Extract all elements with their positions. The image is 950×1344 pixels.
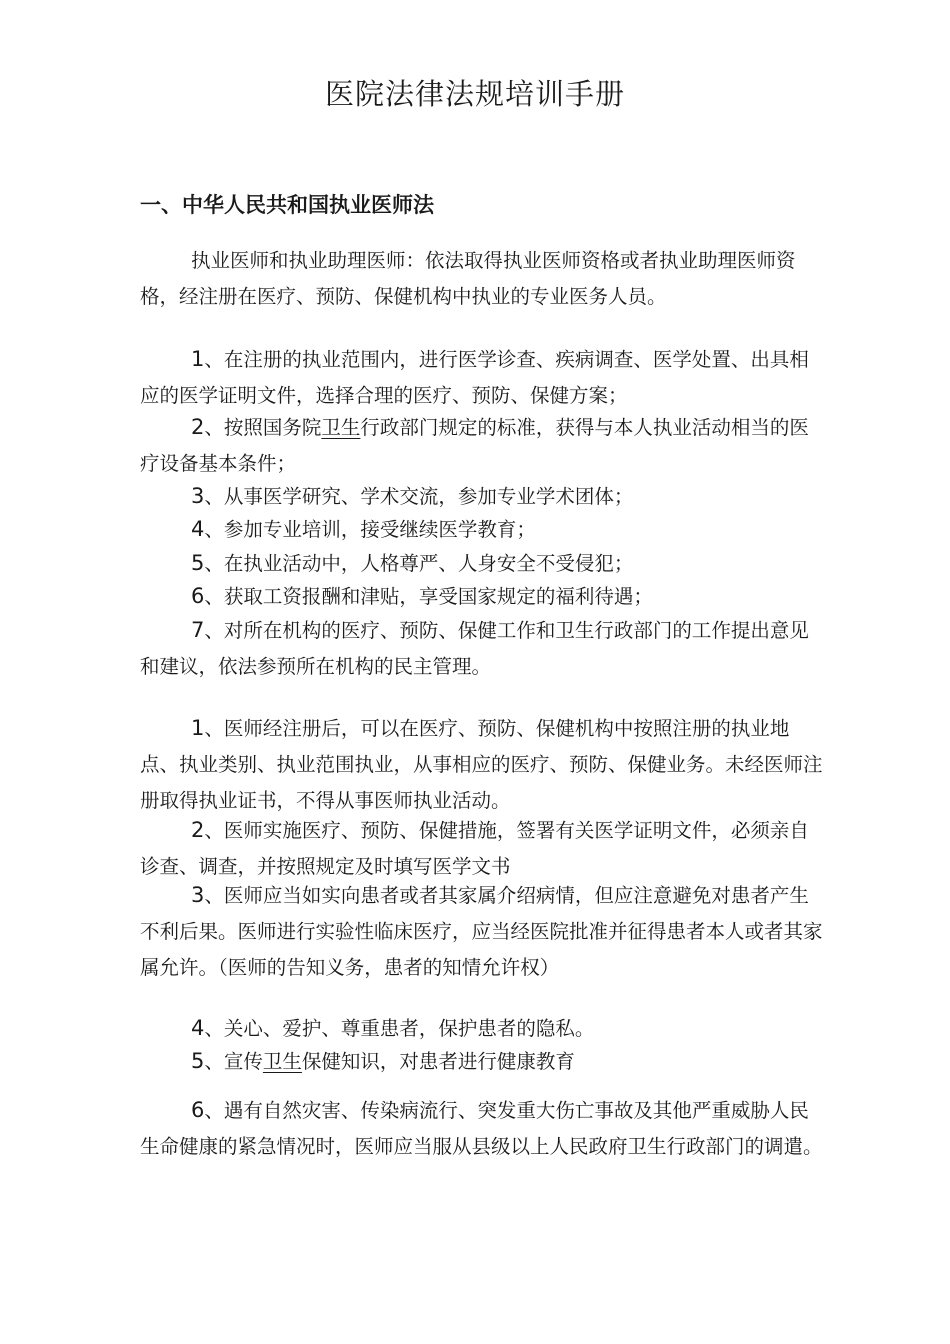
item-text: 、在执业活动中，人格尊严、人身安全不受侵犯； bbox=[204, 552, 634, 575]
duties-item bbox=[140, 1010, 825, 1047]
item-text: 、在注册的执业范围内，进行医学诊查、疾病调查、医学处置、出具相应的医学证明文件，选择合理的医疗、预防、保健方案； bbox=[140, 348, 809, 407]
item-text: 、参加专业培训，接受继续医学教育； bbox=[204, 518, 536, 541]
page-title: 医院法律法规培训手册 bbox=[324, 77, 625, 111]
item-text: 、医师经注册后，可以在医疗、预防、保健机构中按照注册的执业地点、执业类别、执业范围执业，从事相应的医疗、预防、保健业务。未经医师注册取得执业证书，不得从事医师执业活动。 bbox=[140, 717, 823, 812]
item-number: 3 bbox=[191, 484, 205, 508]
item-text: 、关心、爱护、尊重患者，保护患者的隐私。 bbox=[204, 1017, 595, 1040]
rights-item bbox=[140, 578, 825, 615]
item-text: 、医师实施医疗、预防、保健措施，签署有关医学证明文件，必须亲自诊查、调查，并按照规定及时填写医学文书 bbox=[140, 819, 809, 878]
item-number: 7 bbox=[191, 618, 205, 642]
duties-item bbox=[140, 812, 825, 885]
item-text: 、从事医学研究、学术交流，参加专业学术团体； bbox=[204, 485, 634, 508]
item-text: 、宣传 bbox=[204, 1050, 263, 1073]
item-number: 5 bbox=[191, 1049, 205, 1073]
item-text: 保健知识，对患者进行健康教育 bbox=[301, 1050, 575, 1073]
duties-item bbox=[140, 710, 825, 819]
duties-item bbox=[140, 1043, 825, 1080]
rights-item bbox=[140, 545, 825, 582]
item-text: 、按照国务院 bbox=[204, 416, 322, 439]
item-number: 6 bbox=[191, 1098, 205, 1122]
section-heading: 一、中华人民共和国执业医师法 bbox=[140, 193, 434, 217]
item-text: 、获取工资报酬和津贴，享受国家规定的福利待遇； bbox=[204, 585, 653, 608]
rights-item bbox=[140, 511, 825, 548]
item-number: 3 bbox=[191, 883, 205, 907]
duties-item bbox=[140, 1092, 825, 1165]
rights-item bbox=[140, 612, 825, 685]
underlined-term: 卫生 bbox=[262, 1050, 302, 1073]
item-number: 6 bbox=[191, 584, 205, 608]
rights-item bbox=[140, 409, 825, 482]
item-text: 、对所在机构的医疗、预防、保健工作和卫生行政部门的工作提出意见和建议，依法参预所在机构的民主管理。 bbox=[140, 619, 809, 678]
item-number: 5 bbox=[191, 551, 205, 575]
item-number: 2 bbox=[191, 415, 205, 439]
item-number: 2 bbox=[191, 818, 205, 842]
item-text: 行政部门规定的标准，获得与本人执业活动相当的医疗设备基本条件； bbox=[140, 416, 809, 475]
rights-item bbox=[140, 478, 825, 515]
item-number: 4 bbox=[191, 517, 205, 541]
item-text: 、遇有自然灾害、传染病流行、突发重大伤亡事故及其他严重威胁人民生命健康的紧急情况时，医师应当服从县级以上人民政府卫生行政部门的调遣。 bbox=[140, 1099, 823, 1158]
item-number: 1 bbox=[191, 347, 205, 371]
definition-paragraph: 执业医师和执业助理医师：依法取得执业医师资格或者执业助理医师资格，经注册在医疗、预防、保健机构中执业的专业医务人员。 bbox=[140, 249, 796, 308]
rights-item bbox=[140, 341, 825, 414]
item-number: 1 bbox=[191, 716, 205, 740]
underlined-term: 卫生 bbox=[321, 416, 361, 439]
item-text: 、医师应当如实向患者或者其家属介绍病情，但应注意避免对患者产生不利后果。医师进行实验性临床医疗，应当经医院批准并征得患者本人或者其家属允许。（医师的告知义务，患者的知情允许权） bbox=[140, 884, 823, 979]
duties-item bbox=[140, 877, 825, 986]
item-number: 4 bbox=[191, 1016, 205, 1040]
